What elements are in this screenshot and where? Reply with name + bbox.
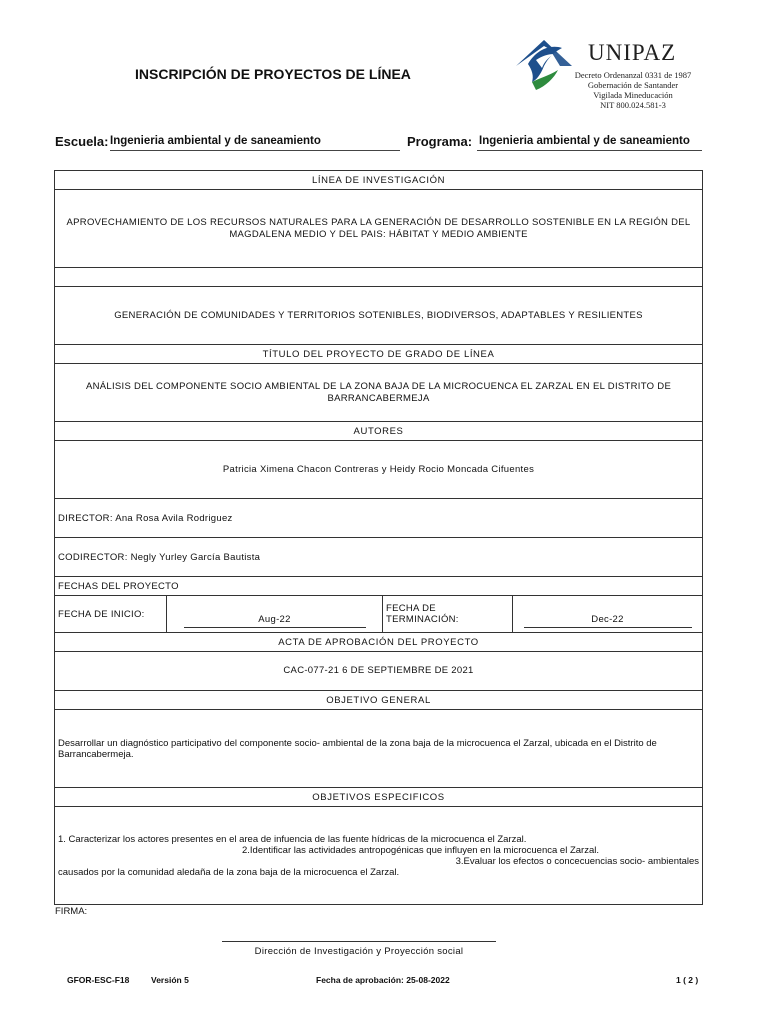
- logo-line: NIT 800.024.581-3: [600, 100, 666, 110]
- project-form-table: [54, 170, 703, 905]
- logo-line: Decreto Ordenanzal 0331 de 1987: [574, 70, 692, 80]
- logo-line: Gobernación de Santander: [587, 80, 679, 90]
- obj-esp-header: OBJETIVOS ESPECIFICOS: [55, 788, 703, 807]
- footer-code: GFOR-ESC-F18: [67, 975, 130, 985]
- escuela-field[interactable]: Ingenieria ambiental y de saneamiento: [110, 135, 400, 151]
- obj-esp-line: 3.Evaluar los efectos o concecuencias socio- ambientales: [455, 855, 700, 867]
- inicio-value: Aug-22: [184, 614, 366, 628]
- obj-esp-value[interactable]: [55, 807, 703, 905]
- fechas-header: FECHAS DEL PROYECTO: [55, 577, 703, 596]
- footer-version: Versión 5: [151, 975, 189, 985]
- acta-value[interactable]: CAC-077-21 6 DE SEPTIEMBRE DE 2021: [55, 652, 703, 691]
- titulo-value[interactable]: ANÁLISIS DEL COMPONENTE SOCIO AMBIENTAL DE LA ZONA BAJA DE LA MICROCUENCA EL ZARZAL EN EL DISTRITO DE BARRANCABERMEJA: [55, 364, 703, 422]
- macro-value[interactable]: GENERACIÓN DE COMUNIDADES Y TERRITORIOS SOTENIBLES, BIODIVERSOS, ADAPTABLES Y RESILIENTES: [55, 287, 703, 345]
- inicio-label: FECHA DE INICIO:: [55, 596, 167, 633]
- obj-esp-line: 1. Caracterizar los actores presentes en el area de infuencia de las fuente hídricas de la microcuenca el Zarzal.: [58, 833, 527, 845]
- autores-value[interactable]: Patricia Ximena Chacon Contreras y Heidy Rocio Moncada Cifuentes: [55, 441, 703, 499]
- macro-header-row: [55, 268, 703, 287]
- logo-line: Vigilada Mineducación: [593, 90, 673, 100]
- page-title: INSCRIPCIÓN DE PROYECTOS DE LÍNEA: [135, 66, 411, 82]
- linea-value[interactable]: APROVECHAMIENTO DE LOS RECURSOS NATURALES PARA LA GENERACIÓN DE DESARROLLO SOSTENIBLE EN LA REGIÓN DEL MAGDALENA MEDIO Y DEL PAIS: HÁBITAT Y MEDIO AMBIENTE: [55, 190, 703, 268]
- obj-esp-line: 2.Identificar las actividades antropogénicas que influyen en la microcuenca el Zarzal.: [242, 844, 599, 856]
- term-cell[interactable]: [513, 596, 703, 633]
- escuela-label: Escuela:: [55, 134, 109, 149]
- obj-general-value[interactable]: Desarrollar un diagnóstico participativo del componente socio- ambiental de la zona baja de la microcuenca el Zarzal, ubicada en el Distrito de Barrancabermeja.: [55, 710, 703, 788]
- programa-label: Programa:: [407, 134, 473, 149]
- acta-header: ACTA DE APROBACIÓN DEL PROYECTO: [55, 633, 703, 652]
- term-value: Dec-22: [524, 614, 692, 628]
- unipaz-logo: [514, 36, 704, 116]
- inicio-cell[interactable]: [167, 596, 383, 633]
- programa-field[interactable]: Ingenieria ambiental y de saneamiento: [477, 135, 702, 151]
- titulo-header: TÍTULO DEL PROYECTO DE GRADO DE LÍNEA: [55, 345, 703, 364]
- linea-header: LÍNEA DE INVESTIGACIÓN: [55, 171, 703, 190]
- school-program-row: [55, 134, 705, 154]
- dove-emblem-icon: [514, 36, 574, 96]
- logo-name: UNIPAZ: [588, 40, 677, 65]
- obj-esp-line: causados por la comunidad aledaña de la zona baja de la microcuenca el Zarzal.: [58, 866, 400, 878]
- footer-approval-date: Fecha de aprobación: 25-08-2022: [316, 975, 450, 985]
- codirector-field[interactable]: CODIRECTOR: Negly Yurley García Bautista: [55, 538, 703, 577]
- term-label: FECHA DE TERMINACIÓN:: [383, 596, 513, 633]
- footer-page-number: 1 ( 2 ): [676, 975, 699, 985]
- signature-line[interactable]: [222, 941, 496, 942]
- firma-label: FIRMA:: [55, 906, 88, 917]
- director-field[interactable]: DIRECTOR: Ana Rosa Avila Rodriguez: [55, 499, 703, 538]
- autores-header: AUTORES: [55, 422, 703, 441]
- obj-general-header: OBJETIVO GENERAL: [55, 691, 703, 710]
- signature-office: Dirección de Investigación y Proyección social: [254, 946, 464, 957]
